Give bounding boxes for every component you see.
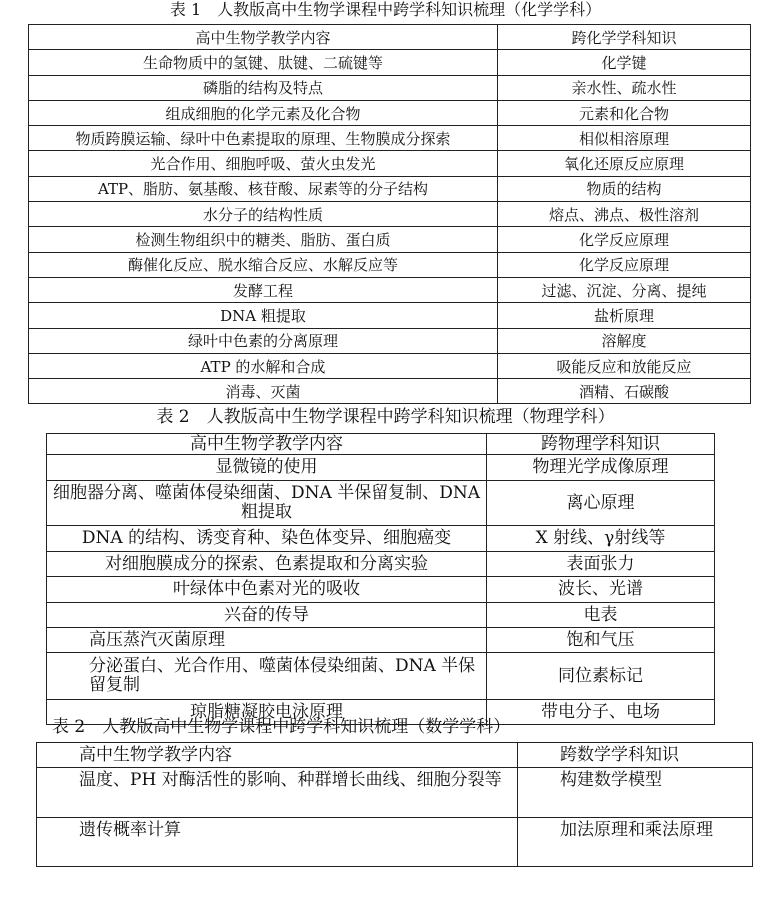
table-row [47, 526, 715, 552]
biology-content-cell: 显微镜的使用 [47, 455, 487, 481]
table-row [29, 75, 751, 100]
table-row [29, 50, 751, 75]
table-row [37, 818, 753, 867]
biology-content-cell: 叶绿体中色素对光的吸收 [47, 577, 487, 603]
biology-content-cell: ATP、脂肪、氨基酸、核苷酸、尿素等的分子结构 [29, 176, 498, 201]
table-row [29, 353, 751, 378]
table-row [47, 455, 715, 481]
column-header: 跨物理学科知识 [487, 434, 715, 455]
cross-subject-cell: 物质的结构 [498, 176, 751, 201]
table-row [47, 552, 715, 577]
physics-table [46, 433, 715, 725]
cross-subject-cell: 化学反应原理 [498, 252, 751, 277]
header-row [47, 434, 715, 455]
biology-content-cell: 兴奋的传导 [47, 603, 487, 628]
column-header: 跨数学学科知识 [518, 743, 753, 768]
cross-subject-cell: 吸能反应和放能反应 [498, 353, 751, 378]
cross-subject-cell: 物理光学成像原理 [487, 455, 715, 481]
biology-content-cell: 生命物质中的氢键、肽键、二硫键等 [29, 50, 498, 75]
table-row [29, 328, 751, 353]
biology-content-cell: 消毒、灭菌 [29, 379, 498, 404]
table-row [29, 202, 751, 227]
table-row [47, 603, 715, 628]
table-row [29, 303, 751, 328]
cross-subject-cell: 带电分子、电场 [487, 700, 715, 725]
cross-subject-cell: 盐析原理 [498, 303, 751, 328]
math-table [36, 742, 753, 867]
cross-subject-cell: 酒精、石碳酸 [498, 379, 751, 404]
cross-subject-cell: 离心原理 [487, 481, 715, 526]
table-row [29, 126, 751, 151]
table-row [47, 481, 715, 526]
table-row [29, 100, 751, 125]
biology-content-cell: 发酵工程 [29, 277, 498, 302]
header-row [37, 743, 753, 768]
column-header: 高中生物学教学内容 [37, 743, 518, 768]
biology-content-cell: DNA 粗提取 [29, 303, 498, 328]
cross-subject-cell: X 射线、γ射线等 [487, 526, 715, 552]
table3-caption: 表 2 人教版高中生物学课程中跨学科知识梳理（数学学科） [52, 717, 511, 737]
table2-caption: 表 2 人教版高中生物学课程中跨学科知识梳理（物理学科） [156, 407, 615, 427]
biology-content-cell: 光合作用、细胞呼吸、萤火虫发光 [29, 151, 498, 176]
biology-content-cell: ATP 的水解和合成 [29, 353, 498, 378]
cross-subject-cell: 过滤、沉淀、分离、提纯 [498, 277, 751, 302]
biology-content-cell: 绿叶中色素的分离原理 [29, 328, 498, 353]
biology-content-cell: 遗传概率计算 [37, 818, 518, 867]
biology-content-cell: 检测生物组织中的糖类、脂肪、蛋白质 [29, 227, 498, 252]
biology-content-cell: 高压蒸汽灭菌原理 [47, 628, 487, 653]
table1-caption: 表 1 人教版高中生物学课程中跨学科知识梳理（化学学科） [169, 0, 602, 19]
biology-content-cell: 物质跨膜运输、绿叶中色素提取的原理、生物膜成分探索 [29, 126, 498, 151]
cross-subject-cell: 化学键 [498, 50, 751, 75]
table-row [37, 768, 753, 818]
table-row [29, 379, 751, 404]
table-row [29, 252, 751, 277]
column-header: 高中生物学教学内容 [29, 25, 498, 50]
table-row [47, 653, 715, 700]
cross-subject-cell: 亲水性、疏水性 [498, 75, 751, 100]
table-row [29, 176, 751, 201]
biology-content-cell: 磷脂的结构及特点 [29, 75, 498, 100]
biology-content-cell: 酶催化反应、脱水缩合反应、水解反应等 [29, 252, 498, 277]
cross-subject-cell: 元素和化合物 [498, 100, 751, 125]
biology-content-cell: 琼脂糖凝胶电泳原理 [47, 700, 487, 725]
cross-subject-cell: 相似相溶原理 [498, 126, 751, 151]
cross-subject-cell: 饱和气压 [487, 628, 715, 653]
table-row [47, 577, 715, 603]
header-row [29, 25, 751, 50]
cross-subject-cell: 表面张力 [487, 552, 715, 577]
table-row [29, 151, 751, 176]
column-header: 跨化学学科知识 [498, 25, 751, 50]
table-row [29, 277, 751, 302]
cross-subject-cell: 加法原理和乘法原理 [518, 818, 753, 867]
cross-subject-cell: 电表 [487, 603, 715, 628]
cross-subject-cell: 化学反应原理 [498, 227, 751, 252]
biology-content-cell: 温度、PH 对酶活性的影响、种群增长曲线、细胞分裂等 [37, 768, 518, 818]
biology-content-cell: 分泌蛋白、光合作用、噬菌体侵染细菌、DNA 半保留复制 [47, 653, 487, 700]
biology-content-cell: DNA 的结构、诱变育种、染色体变异、细胞癌变 [47, 526, 487, 552]
column-header: 高中生物学教学内容 [47, 434, 487, 455]
cross-subject-cell: 构建数学模型 [518, 768, 753, 818]
cross-subject-cell: 溶解度 [498, 328, 751, 353]
cross-subject-cell: 熔点、沸点、极性溶剂 [498, 202, 751, 227]
biology-content-cell: 组成细胞的化学元素及化合物 [29, 100, 498, 125]
cross-subject-cell: 氧化还原反应原理 [498, 151, 751, 176]
chemistry-table [28, 24, 751, 404]
table-row [47, 628, 715, 653]
biology-content-cell: 细胞器分离、噬菌体侵染细菌、DNA 半保留复制、DNA 粗提取 [47, 481, 487, 526]
biology-content-cell: 水分子的结构性质 [29, 202, 498, 227]
cross-subject-cell: 波长、光谱 [487, 577, 715, 603]
cross-subject-cell: 同位素标记 [487, 653, 715, 700]
biology-content-cell: 对细胞膜成分的探索、色素提取和分离实验 [47, 552, 487, 577]
table-row [29, 227, 751, 252]
